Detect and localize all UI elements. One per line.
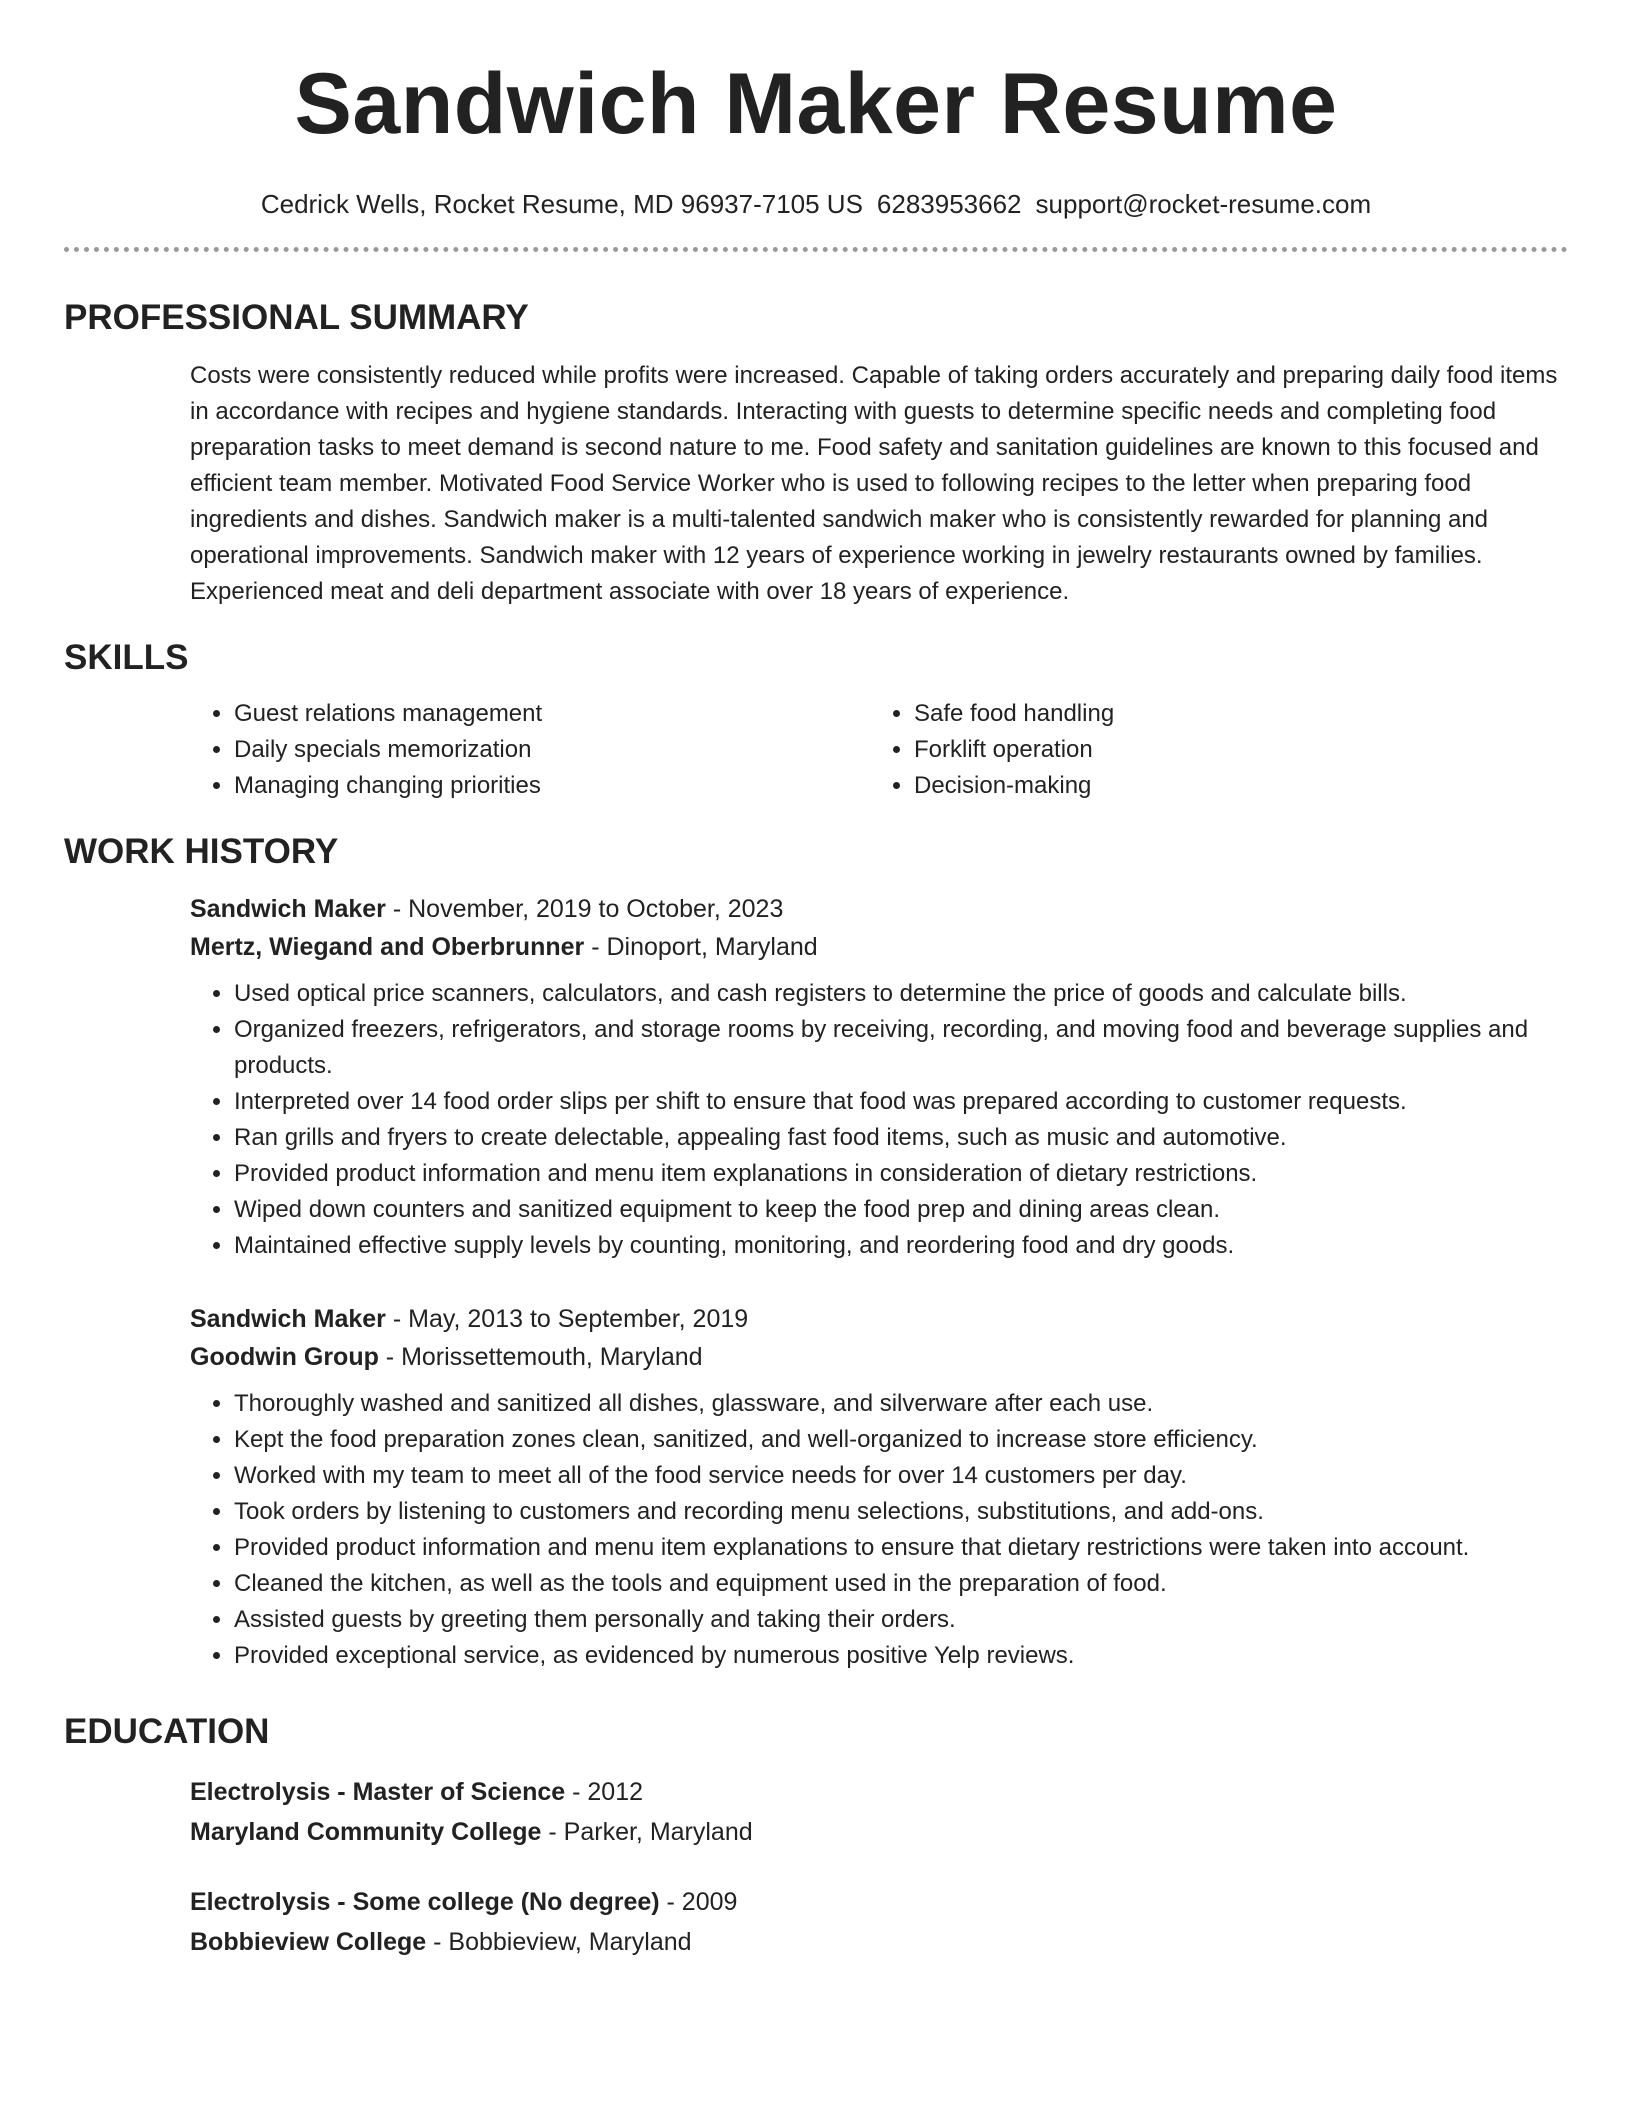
education-school: Bobbieview College [190,1928,427,1956]
education-location: - Bobbieview, Maryland [426,1928,692,1956]
skill-item: • Forklift operation [914,732,1114,768]
education-degree-line [190,1772,1568,1812]
contact-address: Cedrick Wells, Rocket Resume, MD 96937-7105 US [260,189,863,219]
education-location: - Parker, Maryland [541,1818,753,1846]
job-role-line [190,1300,1568,1338]
header-divider [64,247,1568,252]
education-school-line [190,1812,1568,1852]
job-duty-item: • Organized freezers, refrigerators, and storage rooms by receiving, recording, and moving food and beverage supplies and products. [234,1012,1568,1084]
job-duty-item: • Interpreted over 14 food order slips per shift to ensure that food was prepared according to customer requests. [234,1084,1568,1120]
skills-column-left [190,696,870,804]
job-dates: - May, 2013 to September, 2019 [385,1305,749,1333]
skill-item: • Safe food handling [914,696,1114,732]
skills-column-right [870,696,1114,804]
education-entry [190,1772,1568,1852]
job-dates: - November, 2019 to October, 2023 [385,895,784,923]
skill-item: • Managing changing priorities [234,768,870,804]
job-duty-item: • Used optical price scanners, calculators, and cash registers to determine the price of goods and calculate bills. [234,976,1568,1012]
skills-list [190,696,1568,804]
job-role-line [190,890,1568,928]
contact-phone: 6283953662 [876,189,1022,219]
job-duty-item: • Maintained effective supply levels by counting, monitoring, and reordering food and dry goods. [234,1228,1568,1264]
education-entry [190,1882,1568,1962]
job-duties [190,1386,1568,1674]
job-duty-item: • Kept the food preparation zones clean, sanitized, and well-organized to increase store efficiency. [234,1422,1568,1458]
section-title-education: EDUCATION [64,1712,270,1751]
job-entry [190,1300,1568,1674]
job-company: Mertz, Wiegand and Oberbrunner [190,933,585,961]
job-duty-item: • Worked with my team to meet all of the food service needs for over 14 customers per day. [234,1458,1568,1494]
job-duty-item: • Assisted guests by greeting them personally and taking their orders. [234,1602,1568,1638]
job-entry [190,890,1568,1264]
skill-item: • Decision-making [914,768,1114,804]
job-company-line [190,928,1568,966]
job-duty-item: • Ran grills and fryers to create delectable, appealing fast food items, such as music and automotive. [234,1120,1568,1156]
job-duty-item: • Thoroughly washed and sanitized all dishes, glassware, and silverware after each use. [234,1386,1568,1422]
summary-text: Costs were consistently reduced while profits were increased. Capable of taking orders accurately and preparing daily food items in accordance with recipes and hygiene standards. Interacting with guests to determine specific needs and completing food preparation tasks to meet demand is second nature to me. Food safety and sanitation guidelines are known to this focused and efficient team member. Motivated Food Service Worker who is used to following recipes to the letter when preparing food ingredients and dishes. Sandwich maker is a multi-talented sandwich maker who is consistently rewarded for planning and operational improvements. Sandwich maker with 12 years of experience working in jewelry restaurants owned by families. Experienced meat and deli department associate with over 18 years of experience. [190,362,1558,605]
job-duty-item: • Took orders by listening to customers and recording menu selections, substitutions, and add-ons. [234,1494,1568,1530]
skill-item: • Guest relations management [234,696,870,732]
contact-email: support@rocket-resume.com [1035,189,1372,219]
job-role: Sandwich Maker [190,895,386,923]
education-year: - 2012 [565,1778,644,1806]
section-title-summary: PROFESSIONAL SUMMARY [64,298,529,337]
education-degree: Electrolysis - Master of Science [190,1778,566,1806]
job-duty-item: • Provided exceptional service, as evidenced by numerous positive Yelp reviews. [234,1638,1568,1674]
job-company: Goodwin Group [190,1343,379,1371]
section-title-skills: SKILLS [64,638,189,677]
job-role: Sandwich Maker [190,1305,386,1333]
section-title-work-history: WORK HISTORY [64,832,339,871]
education-school: Maryland Community College [190,1818,542,1846]
job-duty-item: • Cleaned the kitchen, as well as the tools and equipment used in the preparation of food. [234,1566,1568,1602]
skill-item: • Daily specials memorization [234,732,870,768]
job-duties [190,976,1568,1264]
contact-line [64,188,1568,220]
job-company-line [190,1338,1568,1376]
education-degree-line [190,1882,1568,1922]
job-duty-item: • Provided product information and menu item explanations in consideration of dietary restrictions. [234,1156,1568,1192]
job-duty-item: • Wiped down counters and sanitized equipment to keep the food prep and dining areas clean. [234,1192,1568,1228]
job-location: - Morissettemouth, Maryland [378,1343,703,1371]
education-year: - 2009 [659,1888,738,1916]
job-location: - Dinoport, Maryland [584,933,818,961]
resume-title: Sandwich Maker Resume [294,56,1338,152]
education-school-line [190,1922,1568,1962]
job-duty-item: • Provided product information and menu item explanations to ensure that dietary restrictions were taken into account. [234,1530,1568,1566]
education-degree: Electrolysis - Some college (No degree) [190,1888,660,1916]
